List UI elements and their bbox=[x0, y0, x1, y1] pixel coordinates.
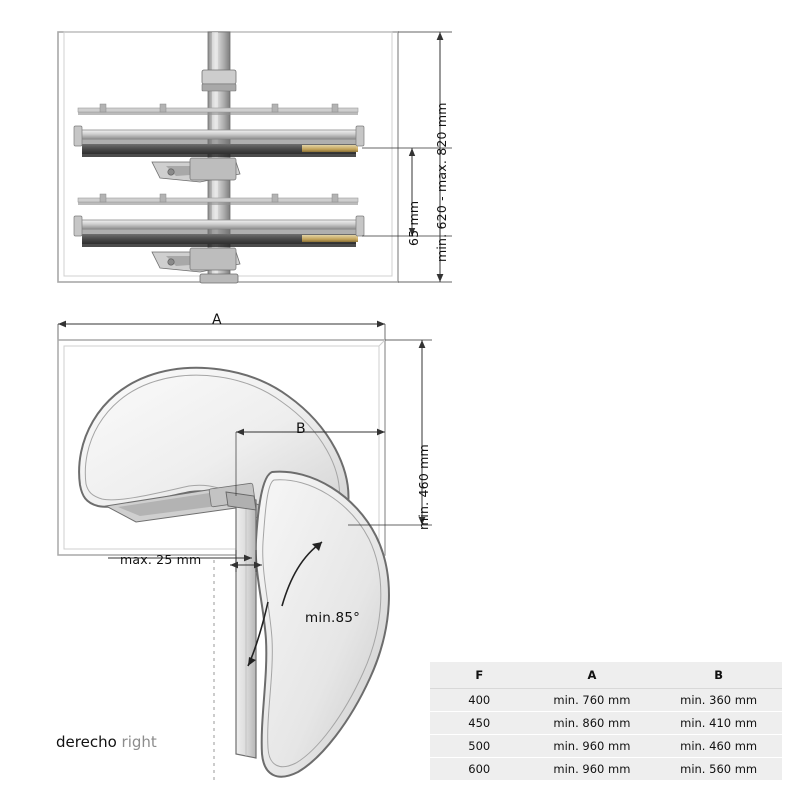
table-row bbox=[430, 689, 782, 712]
table-header-row bbox=[430, 662, 782, 689]
cell-B: min. 410 mm bbox=[655, 712, 782, 735]
cell-B: min. 460 mm bbox=[655, 735, 782, 758]
cell-B: min. 560 mm bbox=[680, 762, 758, 776]
cell-A: min. 760 mm bbox=[529, 689, 656, 712]
table-row bbox=[430, 735, 782, 758]
dim-min-angle: min.85° bbox=[305, 610, 361, 626]
cell-A: min. 960 mm bbox=[553, 762, 631, 776]
dim-min-depth: min. 460 mm bbox=[416, 444, 431, 530]
cell-F: 500 bbox=[430, 735, 529, 758]
caption-spanish: derecho bbox=[56, 733, 117, 751]
caption-english: right bbox=[121, 733, 157, 751]
cell-F: 600 bbox=[468, 762, 491, 776]
table-row bbox=[430, 712, 782, 735]
dim-shelf-gap: 65 mm bbox=[406, 200, 421, 246]
elevation-svg bbox=[40, 22, 500, 292]
header-A: A bbox=[529, 662, 656, 689]
cell-A: min. 860 mm bbox=[529, 712, 656, 735]
view-caption bbox=[56, 733, 157, 751]
header-B: B bbox=[655, 662, 782, 689]
cell-A: min. 960 mm bbox=[529, 735, 656, 758]
header-F: F bbox=[430, 662, 529, 689]
cell-F: 450 bbox=[430, 712, 529, 735]
dim-depth-B: B bbox=[296, 421, 306, 437]
table-row bbox=[430, 758, 782, 781]
spec-table bbox=[430, 662, 782, 780]
cell-B: min. 360 mm bbox=[655, 689, 782, 712]
cell-F: 400 bbox=[430, 689, 529, 712]
dim-height-range: min. 620 - max. 820 mm bbox=[434, 102, 449, 262]
dim-max-gap: max. 25 mm bbox=[120, 552, 202, 567]
dim-width-A: A bbox=[212, 312, 222, 328]
